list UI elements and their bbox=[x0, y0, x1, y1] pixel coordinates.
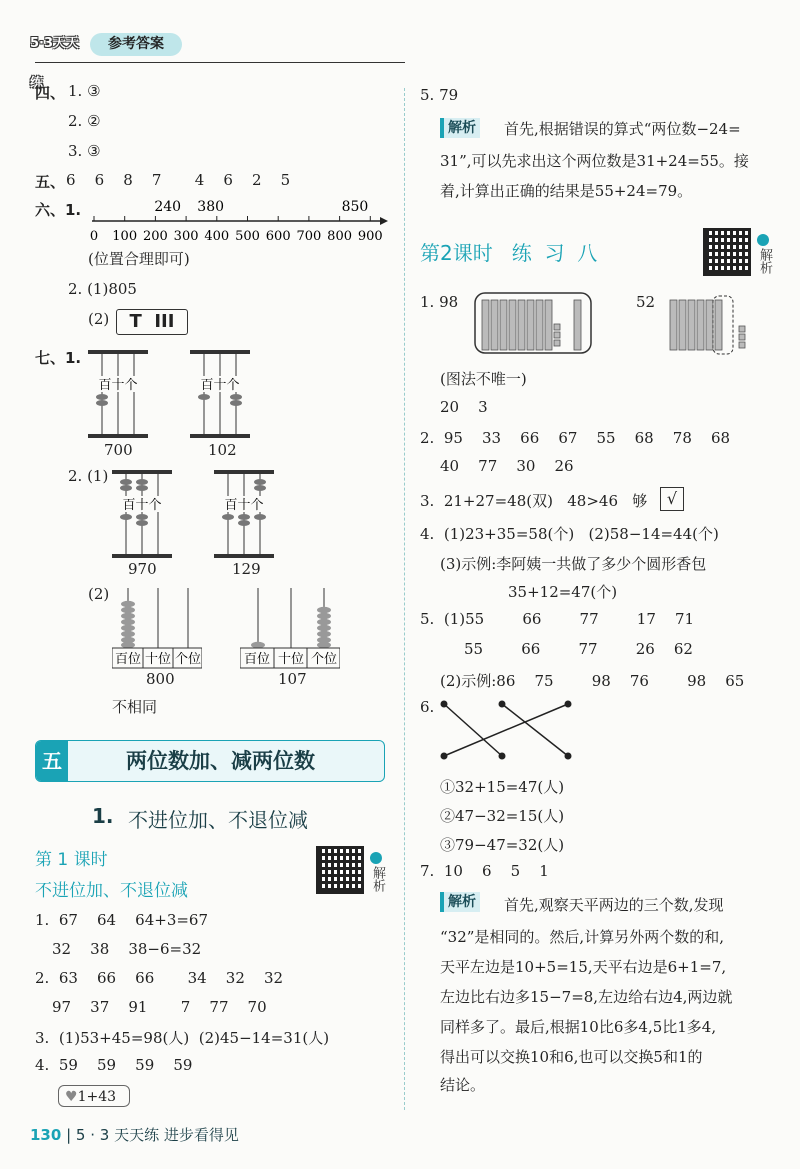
s4-item3: 3. ③ bbox=[68, 142, 101, 160]
nl-tick-label: 100 bbox=[112, 229, 138, 244]
header-divider bbox=[35, 62, 405, 63]
blocks-52 bbox=[666, 292, 756, 356]
abacus-129 bbox=[214, 470, 276, 560]
jiexi2-line7: 结论。 bbox=[440, 1076, 486, 1094]
period-1-subtitle: 不进位加、不退位减 bbox=[35, 881, 188, 901]
logo: 5·3天天练 bbox=[30, 36, 80, 91]
s6-note: (位置合理即可) bbox=[88, 250, 190, 268]
blocks-98 bbox=[474, 292, 594, 356]
abacus-102 bbox=[190, 350, 252, 440]
s7-note: 不相同 bbox=[112, 698, 158, 716]
jiexi1-line2: 31”,可以先求出这个两位数是31+24=55。接 bbox=[440, 152, 749, 170]
r1-answer-b: 52 bbox=[636, 293, 656, 311]
tally-box: T III bbox=[116, 309, 188, 335]
abacus-129-value: 129 bbox=[232, 560, 261, 578]
abacus-head: 百十个 bbox=[224, 498, 264, 513]
place-hundreds: 百位 bbox=[114, 652, 142, 667]
unit-number: 五 bbox=[36, 741, 68, 781]
r6-eq3: ③79−47=32(人) bbox=[440, 836, 565, 854]
abacus-700-value: 700 bbox=[104, 441, 133, 459]
section-6-label: 六、1. bbox=[35, 201, 82, 219]
nl-tick-label: 800 bbox=[327, 229, 353, 244]
jiexi1-line3: 着,计算出正确的结果是55+24=79。 bbox=[440, 182, 693, 200]
s5-values: 6 6 8 7 4 6 2 5 bbox=[66, 171, 291, 189]
q1-line2: 32 38 38−6=32 bbox=[52, 940, 202, 958]
r-q5: 5. 79 bbox=[420, 86, 459, 104]
r7: 7. 10 6 5 1 bbox=[420, 862, 549, 880]
counter-800 bbox=[112, 586, 202, 670]
lesson-title: 不进位加、不退位减 bbox=[128, 808, 308, 832]
nl-mark-240: 240 bbox=[154, 199, 182, 215]
footer bbox=[30, 1124, 239, 1145]
footer-text: | 5 · 3 天天练 进步看得见 bbox=[66, 1126, 239, 1144]
matching-lines bbox=[438, 698, 578, 764]
nl-tick-label: 900 bbox=[357, 229, 383, 244]
jiexi-label-1: 解析 bbox=[440, 118, 480, 138]
q2-line1: 2. 63 66 66 34 32 32 bbox=[35, 969, 284, 987]
place-ones: 个位 bbox=[174, 652, 202, 667]
r1-note: (图法不唯一) bbox=[440, 370, 527, 388]
place-ones: 个位 bbox=[310, 652, 338, 667]
jiexi2-line4: 左边比右边多15−7=8,左边给右边4,两边就 bbox=[440, 988, 733, 1006]
jiexi2-line6: 得出可以交换10和6,也可以交换5和1的 bbox=[440, 1048, 703, 1066]
r2-line2: 40 77 30 26 bbox=[440, 457, 574, 475]
nl-mark-850: 850 bbox=[341, 199, 369, 215]
r6-eq2: ②47−32=15(人) bbox=[440, 807, 565, 825]
checkmark-box: √ bbox=[660, 487, 684, 511]
r6-label: 6. bbox=[420, 698, 435, 716]
nl-tick-label: 700 bbox=[296, 229, 322, 244]
jiexi2-line2: “32”是相同的。然后,计算另外两个数的和, bbox=[440, 928, 724, 946]
q3: 3. (1)53+45=98(人) (2)45−14=31(人) bbox=[35, 1029, 330, 1047]
section-4-label: 四、 bbox=[35, 84, 66, 102]
heart-text: 1+43 bbox=[77, 1089, 117, 1105]
q4: 4. 59 59 59 59 bbox=[35, 1056, 193, 1074]
nl-tick-label: 600 bbox=[265, 229, 291, 244]
page-number: 130 bbox=[30, 1126, 62, 1144]
r3: 3. 21+27=48(双) 48>46 够 bbox=[420, 492, 648, 510]
q1-line1: 1. 67 64 64+3=67 bbox=[35, 911, 209, 929]
nl-tick-label: 400 bbox=[204, 229, 230, 244]
column-divider bbox=[404, 88, 405, 1110]
r4-line3: 35+12=47(个) bbox=[508, 583, 618, 601]
r4-line1: 4. (1)23+35=58(个) (2)58−14=44(个) bbox=[420, 525, 719, 543]
abacus-head: 百十个 bbox=[98, 378, 138, 393]
r6-eq1: ①32+15=47(人) bbox=[440, 778, 565, 796]
counter-107-value: 107 bbox=[278, 670, 307, 688]
qr-label-2: 解析 bbox=[757, 248, 772, 274]
heart-box bbox=[58, 1085, 130, 1107]
s7-item2: 2. (1) bbox=[68, 467, 109, 485]
abacus-970 bbox=[112, 470, 174, 560]
q2-line2: 97 37 91 7 77 70 bbox=[52, 998, 267, 1016]
jiexi1-line1: 首先,根据错误的算式“两位数−24= bbox=[504, 120, 741, 138]
answer-key-pill: 参考答案 bbox=[90, 33, 182, 56]
s4-item2: 2. ② bbox=[68, 112, 101, 130]
place-tens: 十位 bbox=[277, 652, 305, 667]
counter-107 bbox=[240, 586, 340, 670]
lesson2-title: 第2课时 练 习 八 bbox=[420, 241, 598, 265]
s6-item2a: 2. (1)805 bbox=[68, 280, 137, 298]
r5-line3: (2)示例:86 75 98 76 98 65 bbox=[440, 672, 745, 690]
section-7-label: 七、1. bbox=[35, 349, 82, 367]
r1-answer-a: 1. 98 bbox=[420, 293, 459, 311]
abacus-970-value: 970 bbox=[128, 560, 157, 578]
r5-line1: 5. (1)55 66 77 17 71 bbox=[420, 610, 695, 628]
abacus-700 bbox=[88, 350, 150, 440]
nl-tick-label: 0 bbox=[89, 229, 99, 244]
play-icon bbox=[370, 852, 382, 864]
nl-tick-label: 300 bbox=[173, 229, 199, 244]
place-hundreds: 百位 bbox=[243, 652, 271, 667]
heart-icon: ♥ bbox=[65, 1089, 78, 1105]
nl-tick-label: 200 bbox=[142, 229, 168, 244]
jiexi2-line5: 同样多了。最后,根据10比6多4,5比1多4, bbox=[440, 1018, 717, 1036]
counter-800-value: 800 bbox=[146, 670, 175, 688]
qr-code-lesson1[interactable] bbox=[316, 846, 364, 894]
qr-code-lesson2[interactable] bbox=[703, 228, 751, 276]
unit-title: 两位数加、减两位数 bbox=[126, 749, 315, 773]
unit-banner bbox=[35, 740, 385, 782]
play-icon bbox=[757, 234, 769, 246]
r4-line2: (3)示例:李阿姨一共做了多少个圆形香包 bbox=[440, 555, 707, 573]
s6-item2b: (2) bbox=[88, 310, 110, 328]
r1-extra: 20 3 bbox=[440, 398, 488, 416]
r2-line1: 2. 95 33 66 67 55 68 78 68 bbox=[420, 429, 731, 447]
jiexi2-line1: 首先,观察天平两边的三个数,发现 bbox=[504, 896, 724, 914]
jiexi2-line3: 天平左边是10+5=15,天平右边是6+1=7, bbox=[440, 958, 727, 976]
lesson-number: 1. bbox=[92, 804, 114, 828]
jiexi-label-2: 解析 bbox=[440, 892, 480, 912]
nl-tick-label: 500 bbox=[235, 229, 260, 244]
s4-item1: 1. ③ bbox=[68, 82, 101, 100]
section-5-label: 五、 bbox=[35, 173, 66, 191]
abacus-head: 百十个 bbox=[200, 378, 240, 393]
period-1: 第 1 课时 bbox=[35, 850, 108, 870]
abacus-head: 百十个 bbox=[122, 498, 162, 513]
s7-item2b: (2) bbox=[88, 585, 110, 603]
nl-mark-380: 380 bbox=[197, 199, 225, 215]
abacus-102-value: 102 bbox=[208, 441, 237, 459]
place-tens: 十位 bbox=[144, 652, 172, 667]
r5-line2: 55 66 77 26 62 bbox=[464, 640, 693, 658]
qr-label: 解析 bbox=[370, 866, 385, 892]
number-line bbox=[88, 196, 388, 246]
